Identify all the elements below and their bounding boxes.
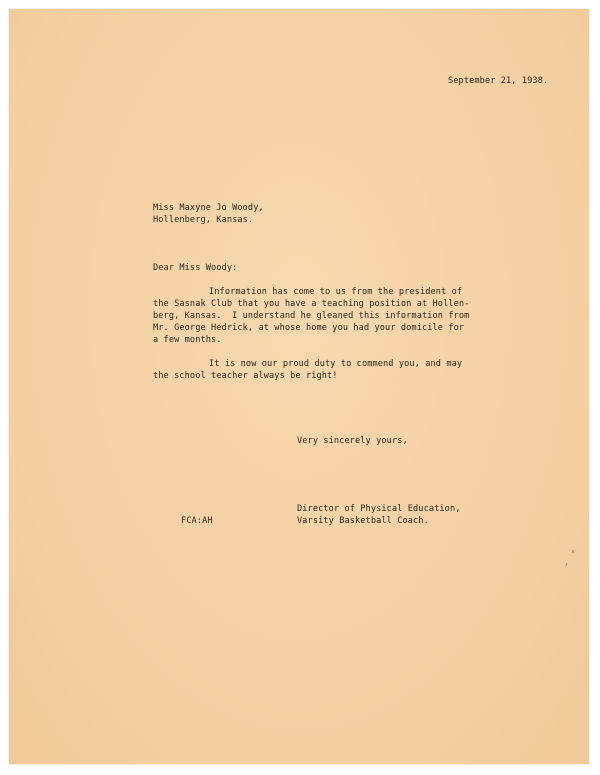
paper-speck (572, 550, 575, 554)
recipient-name: Miss Maxyne Jo Woody, (153, 203, 264, 213)
paragraph1-line: berg, Kansas. I understand he gleaned this information from (153, 311, 470, 321)
signer-title: Director of Physical Education, (297, 504, 461, 514)
paragraph1-line: a few months. (153, 335, 222, 345)
paragraph1-line: the Sasnak Club that you have a teaching position at Hollen- (153, 299, 470, 309)
paragraph1-line: Mr. George Hedrick, at whose home you had your domicile for (153, 323, 465, 333)
paragraph2-line: the school teacher always be right! (153, 371, 338, 381)
reference-initials: FCA:AH (181, 516, 213, 526)
signer-title: Varsity Basketball Coach. (297, 516, 429, 526)
paragraph2-line: It is now our proud duty to commend you, and may (209, 359, 463, 369)
salutation: Dear Miss Woody: (153, 263, 238, 273)
letter-page (9, 9, 589, 764)
paper-speck (566, 563, 568, 566)
letter-date: September 21, 1938. (448, 76, 549, 86)
paragraph1-line: Information has come to us from the president of (209, 287, 463, 297)
closing: Very sincerely yours, (297, 436, 408, 446)
recipient-location: Hollenberg, Kansas. (153, 215, 254, 225)
